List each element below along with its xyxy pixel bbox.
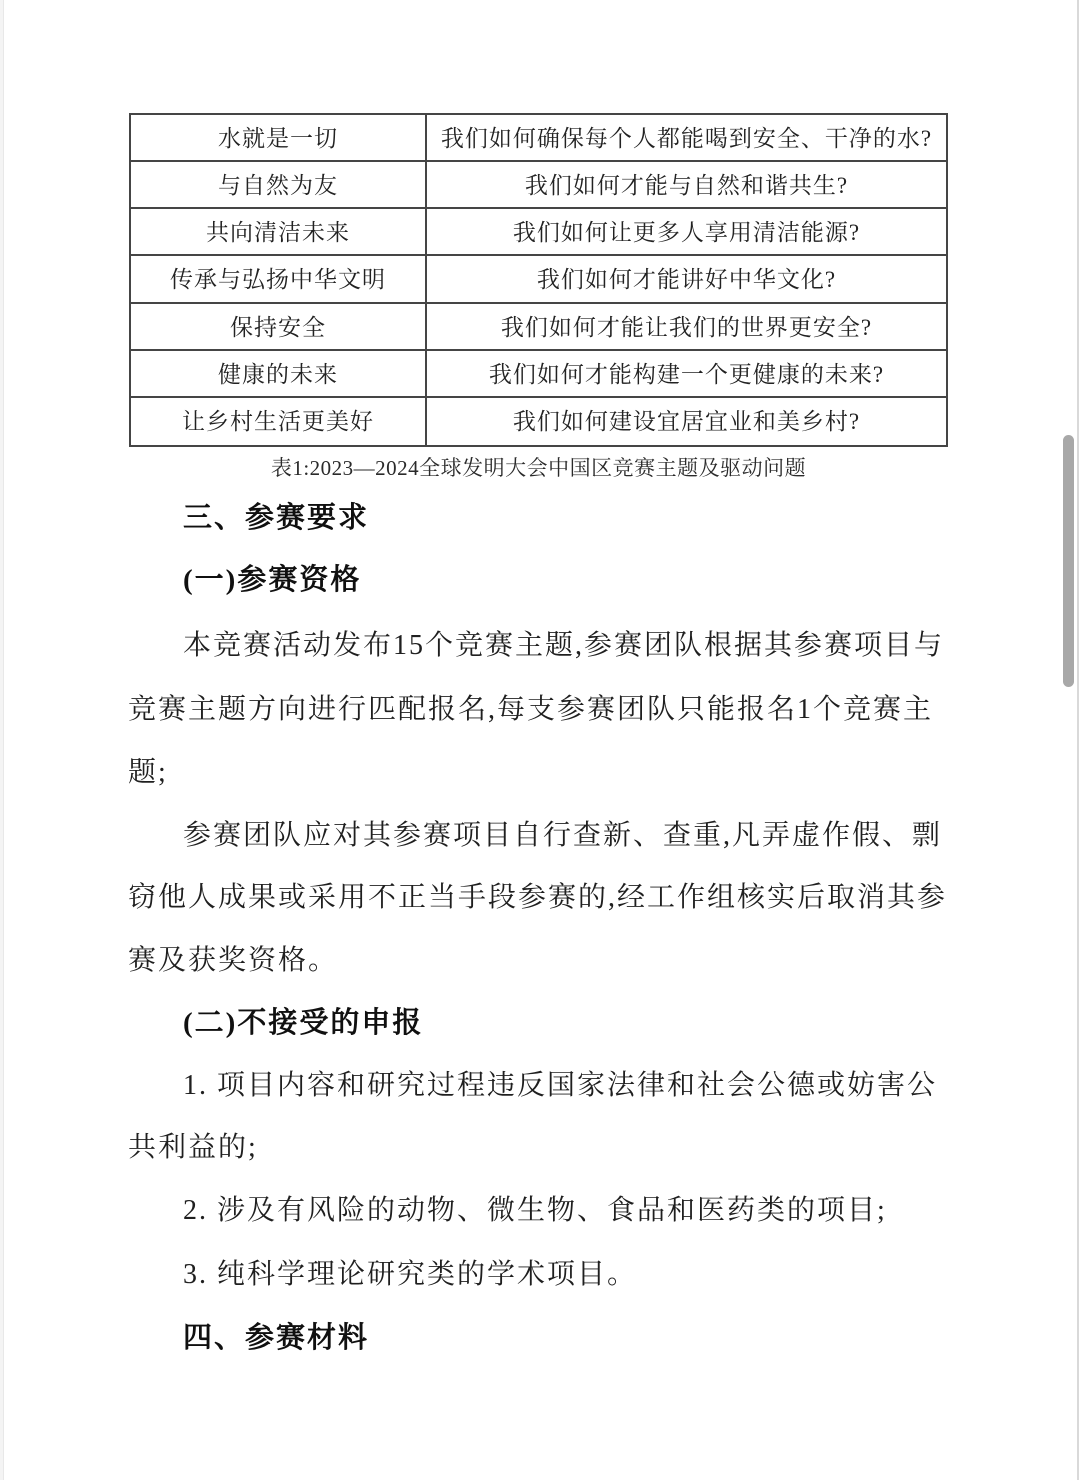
heading-eligibility: (一)参赛资格 bbox=[183, 564, 362, 596]
paragraph-line: 窃他人成果或采用不正当手段参赛的,经工作组核实后取消其参 bbox=[128, 882, 948, 913]
scrollbar-thumb[interactable] bbox=[1063, 435, 1074, 687]
paragraph-line: 赛及获奖资格。 bbox=[128, 945, 339, 976]
theme-cell: 让乡村生活更美好 bbox=[131, 398, 427, 445]
theme-cell: 传承与弘扬中华文明 bbox=[131, 256, 427, 303]
paragraph-line: 本竞赛活动发布15个竞赛主题,参赛团队根据其参赛项目与 bbox=[183, 630, 945, 661]
list-item-line: 1. 项目内容和研究过程违反国家法律和社会公德或妨害公 bbox=[183, 1070, 938, 1101]
question-cell: 我们如何才能与自然和谐共生? bbox=[427, 162, 946, 209]
heading-entry-materials: 四、参赛材料 bbox=[183, 1322, 370, 1354]
page-right-edge bbox=[1077, 0, 1079, 1480]
question-cell: 我们如何才能让我们的世界更安全? bbox=[427, 304, 946, 351]
theme-cell: 保持安全 bbox=[131, 304, 427, 351]
theme-cell: 水就是一切 bbox=[131, 115, 427, 162]
paragraph-line: 竞赛主题方向进行匹配报名,每支参赛团队只能报名1个竞赛主 bbox=[128, 694, 934, 725]
list-item-line: 3. 纯科学理论研究类的学术项目。 bbox=[183, 1259, 638, 1290]
paragraph-line: 题; bbox=[128, 757, 168, 788]
question-cell: 我们如何才能构建一个更健康的未来? bbox=[427, 351, 946, 398]
themes-table bbox=[129, 113, 948, 447]
paragraph-line: 共利益的; bbox=[128, 1132, 258, 1163]
heading-rejected-applications: (二)不接受的申报 bbox=[183, 1007, 424, 1039]
theme-cell: 共向清洁未来 bbox=[131, 209, 427, 256]
theme-cell: 与自然为友 bbox=[131, 162, 427, 209]
question-cell: 我们如何建设宜居宜业和美乡村? bbox=[512, 408, 861, 434]
paragraph-line: 参赛团队应对其参赛项目自行查新、查重,凡弄虚作假、剽 bbox=[183, 820, 943, 851]
table-caption: 表1:2023—2024全球发明大会中国区竞赛主题及驱动问题 bbox=[270, 456, 807, 480]
question-cell: 我们如何确保每个人都能喝到安全、干净的水? bbox=[427, 115, 946, 162]
question-cell: 我们如何让更多人享用清洁能源? bbox=[427, 209, 946, 256]
list-item-line: 2. 涉及有风险的动物、微生物、食品和医药类的项目; bbox=[183, 1195, 887, 1226]
heading-entry-requirements: 三、参赛要求 bbox=[183, 502, 370, 534]
page-left-edge bbox=[0, 0, 4, 1480]
question-cell: 我们如何才能讲好中华文化? bbox=[427, 256, 946, 303]
theme-cell: 健康的未来 bbox=[131, 351, 427, 398]
